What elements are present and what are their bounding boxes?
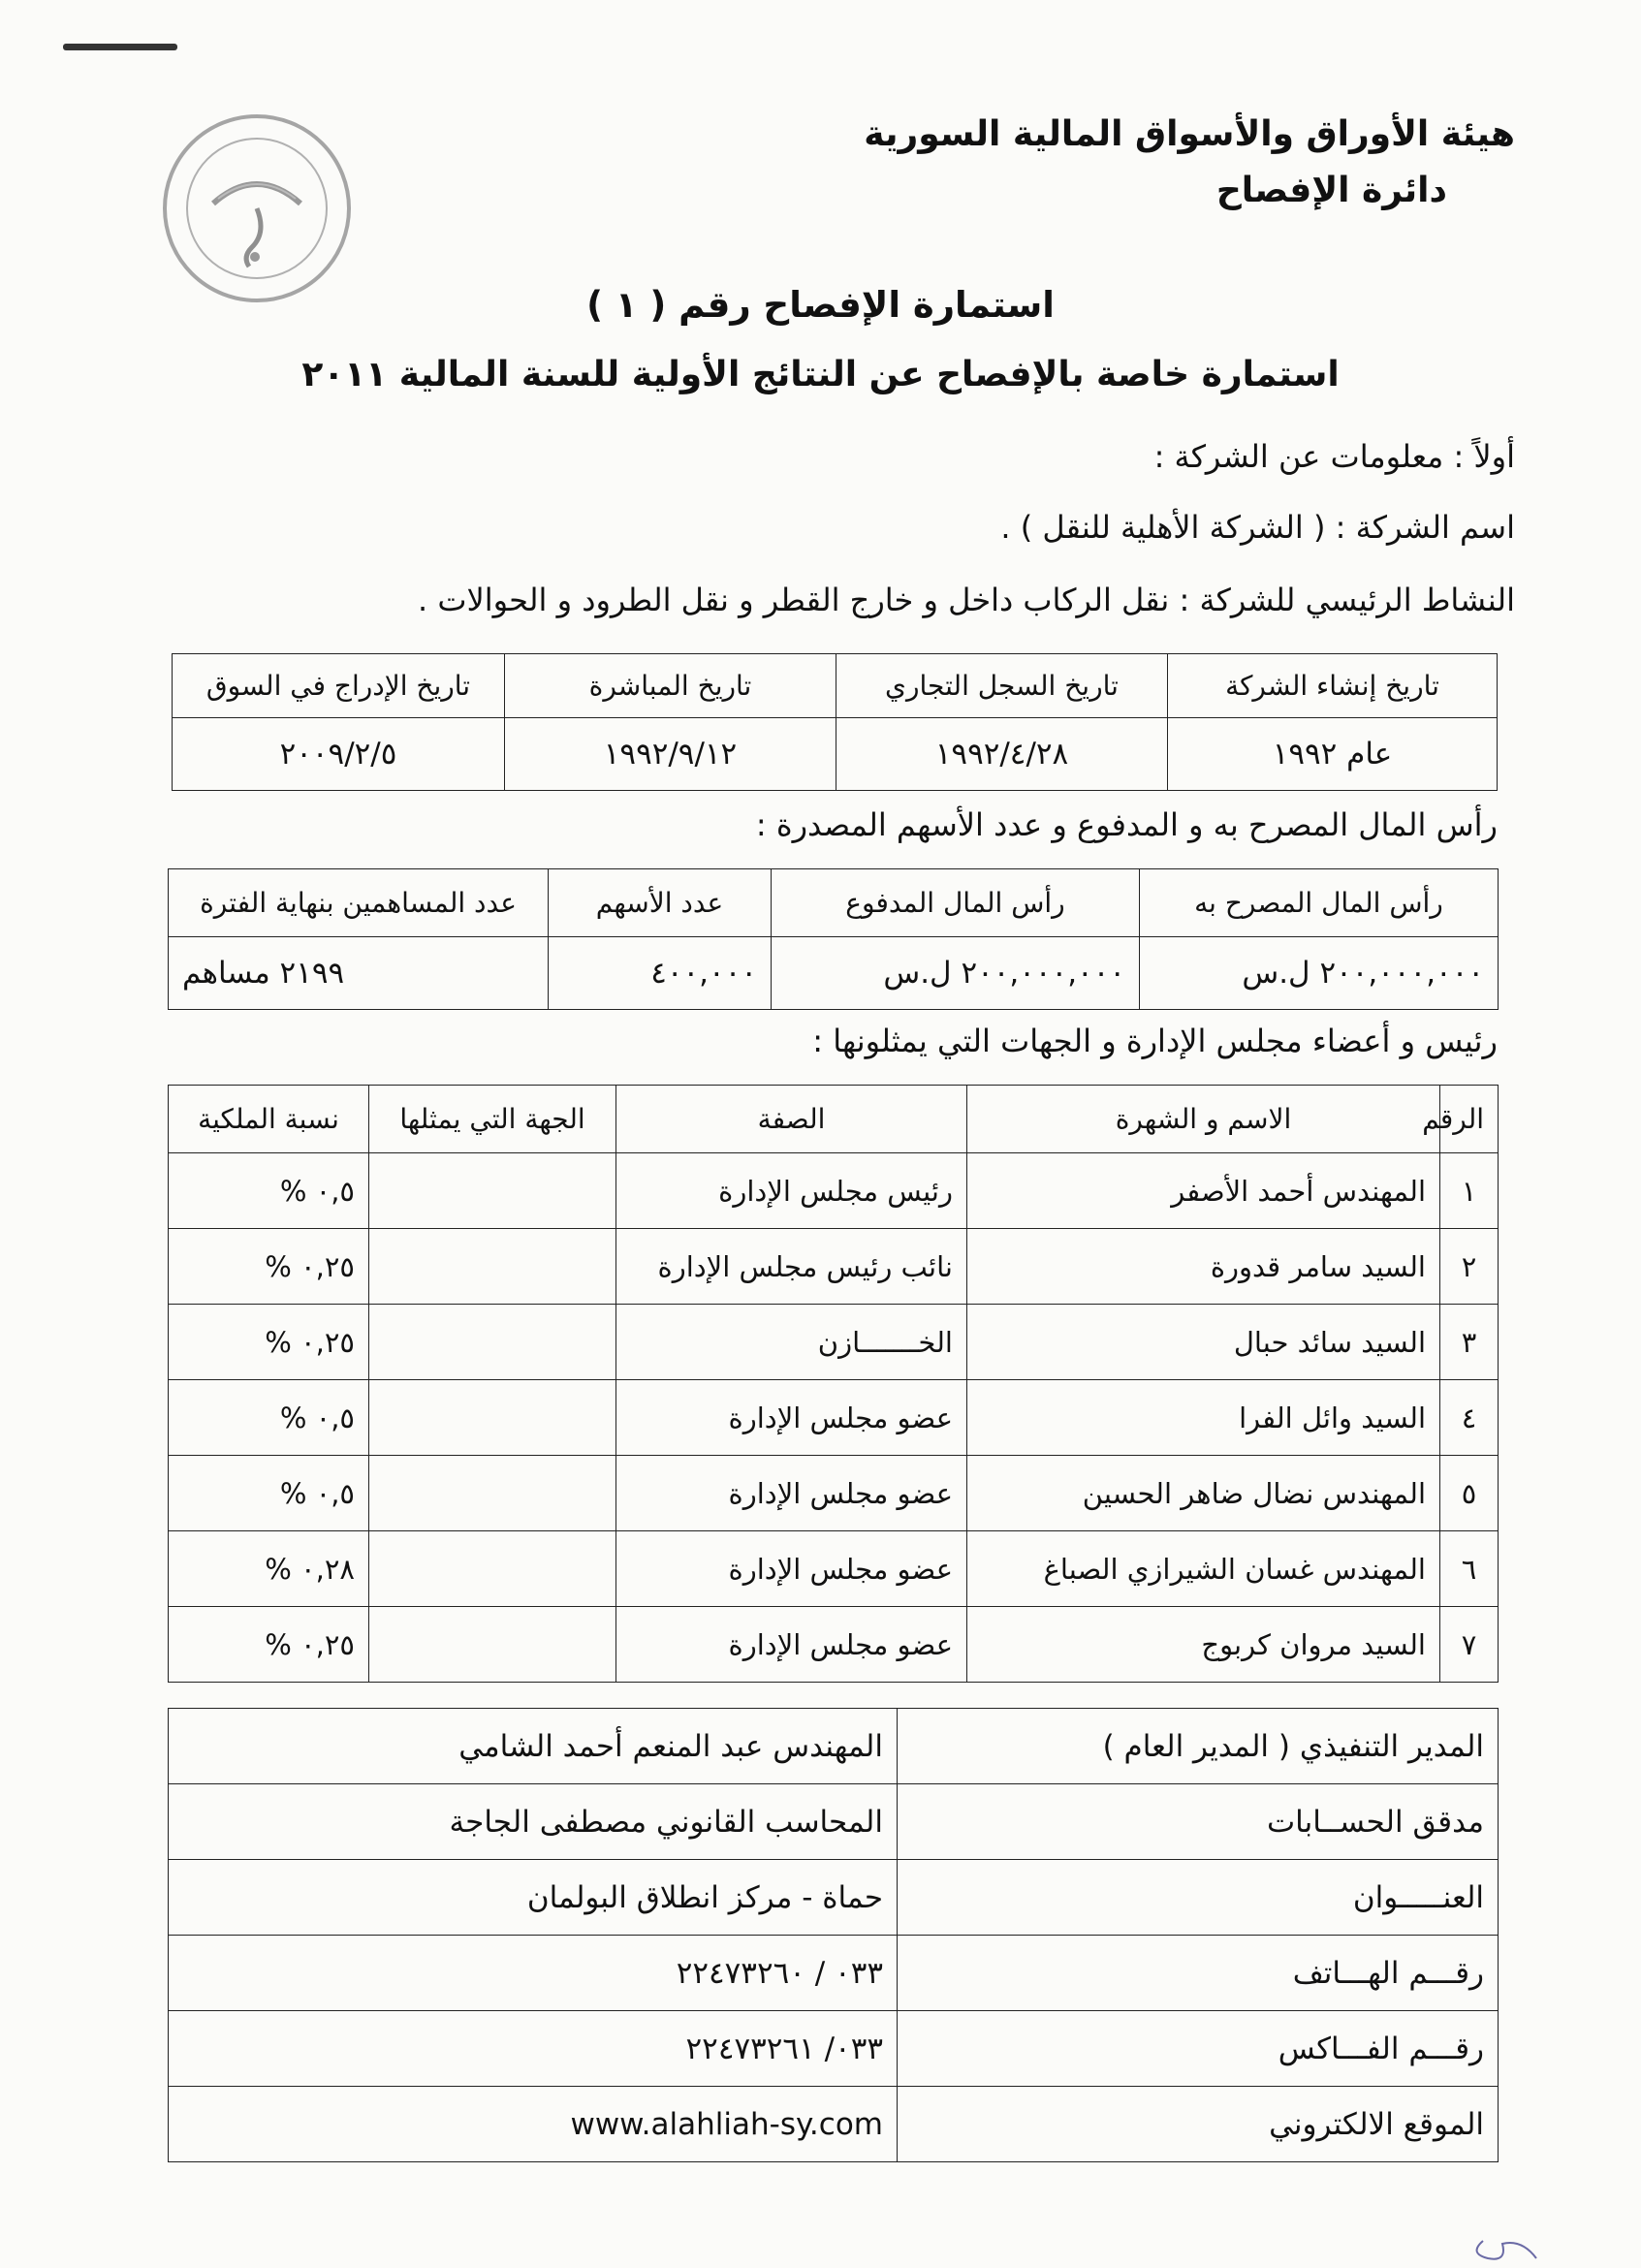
header-cell: تاريخ السجل التجاري xyxy=(836,654,1168,718)
contact-value: www.alahliah-sy.com xyxy=(169,2087,898,2162)
header-cell: رأس المال المصرح به xyxy=(1140,869,1499,937)
member-number: ٦ xyxy=(1440,1531,1499,1607)
member-name: السيد مروان كربوج xyxy=(967,1607,1440,1683)
member-ownership: ٠,٥ % xyxy=(169,1153,369,1229)
paid-capital: ٢٠٠,٠٠٠,٠٠٠ ل.س xyxy=(772,937,1140,1010)
contact-info-table xyxy=(168,1708,1499,2162)
member-represents xyxy=(369,1531,616,1607)
member-title: عضو مجلس الإدارة xyxy=(616,1380,967,1456)
contact-value: المهندس عبد المنعم أحمد الشامي xyxy=(169,1709,898,1784)
listing-date: ٢٠٠٩/٢/٥ xyxy=(173,718,505,791)
share-count: ٤٠٠,٠٠٠ xyxy=(549,937,772,1010)
table-row xyxy=(169,2087,1499,2162)
table-row xyxy=(169,1380,1499,1456)
member-name: السيد سائد حبال xyxy=(967,1305,1440,1380)
table-header-row xyxy=(173,654,1498,718)
member-name: السيد سامر قدورة xyxy=(967,1229,1440,1305)
form-title: استمارة الإفصاح رقم ( ١ ) xyxy=(586,284,1055,326)
header-cell: الجهة التي يمثلها xyxy=(369,1086,616,1153)
member-title: عضو مجلس الإدارة xyxy=(616,1607,967,1683)
table-row xyxy=(169,1153,1499,1229)
start-date: ١٩٩٢/٩/١٢ xyxy=(505,718,836,791)
member-title: الخـــــــازن xyxy=(616,1305,967,1380)
capital-heading: رأس المال المصرح به و المدفوع و عدد الأسهم المصدرة : xyxy=(755,806,1498,843)
header-cell: رأس المال المدفوع xyxy=(772,869,1140,937)
table-row xyxy=(169,937,1499,1010)
contact-label: رقـــم الفـــاكس xyxy=(898,2011,1499,2087)
header-cell: عدد الأسهم xyxy=(549,869,772,937)
table-row xyxy=(169,1709,1499,1784)
contact-value: ٠٣٣ / ٢٢٤٧٣٢٦٠ xyxy=(169,1936,898,2011)
founding-date: عام ١٩٩٢ xyxy=(1168,718,1498,791)
member-represents xyxy=(369,1456,616,1531)
company-activity-line: النشاط الرئيسي للشركة : نقل الركاب داخل و خارج القطر و نقل الطرود و الحوالات . xyxy=(417,582,1515,618)
contact-label: مدقق الحســابات xyxy=(898,1784,1499,1860)
company-dates-table xyxy=(172,653,1498,791)
member-number: ٣ xyxy=(1440,1305,1499,1380)
table-row xyxy=(169,1456,1499,1531)
header-cell: تاريخ إنشاء الشركة xyxy=(1168,654,1498,718)
staple-mark xyxy=(63,44,177,50)
company-name-line: اسم الشركة : ( الشركة الأهلية للنقل ) . xyxy=(1000,509,1515,546)
contact-label: رقـــم الهـــاتف xyxy=(898,1936,1499,2011)
department-name: دائرة الإفصاح xyxy=(1215,171,1447,210)
header-cell: نسبة الملكية xyxy=(169,1086,369,1153)
authorized-capital: ٢٠٠,٠٠٠,٠٠٠ ل.س xyxy=(1140,937,1499,1010)
member-represents xyxy=(369,1229,616,1305)
authority-name: هيئة الأوراق والأسواق المالية السورية xyxy=(864,114,1515,154)
member-name: المهندس غسان الشيرازي الصباغ xyxy=(967,1531,1440,1607)
contact-label: العنـــــوان xyxy=(898,1860,1499,1936)
member-name: السيد وائل الفرا xyxy=(967,1380,1440,1456)
capital-table xyxy=(168,868,1499,1010)
member-ownership: ٠,٢٥ % xyxy=(169,1229,369,1305)
member-ownership: ٠,٢٥ % xyxy=(169,1305,369,1380)
member-ownership: ٠,٢٥ % xyxy=(169,1607,369,1683)
board-members-table xyxy=(168,1085,1499,1683)
contact-value: حماة - مركز انطلاق البولمان xyxy=(169,1860,898,1936)
member-represents xyxy=(369,1305,616,1380)
header-cell: الاسم و الشهرة xyxy=(967,1086,1440,1153)
member-represents xyxy=(369,1607,616,1683)
company-section-heading: أولاً : معلومات عن الشركة : xyxy=(1153,438,1515,475)
member-title: نائب رئيس مجلس الإدارة xyxy=(616,1229,967,1305)
table-row xyxy=(173,718,1498,791)
table-row xyxy=(169,1531,1499,1607)
member-name: المهندس نضال ضاهر الحسين xyxy=(967,1456,1440,1531)
table-row xyxy=(169,1936,1499,2011)
member-ownership: ٠,٥ % xyxy=(169,1456,369,1531)
contact-label: المدير التنفيذي ( المدير العام ) xyxy=(898,1709,1499,1784)
table-row xyxy=(169,1229,1499,1305)
handwritten-mark xyxy=(1464,2229,1551,2268)
board-heading: رئيس و أعضاء مجلس الإدارة و الجهات التي يمثلونها : xyxy=(812,1023,1498,1059)
document-header xyxy=(836,107,1515,219)
member-number: ٢ xyxy=(1440,1229,1499,1305)
member-title: عضو مجلس الإدارة xyxy=(616,1456,967,1531)
member-represents xyxy=(369,1380,616,1456)
table-row xyxy=(169,1607,1499,1683)
member-represents xyxy=(369,1153,616,1229)
form-subtitle: استمارة خاصة بالإفصاح عن النتائج الأولية للسنة المالية ٢٠١١ xyxy=(301,355,1340,394)
authority-stamp-logo xyxy=(160,111,354,305)
table-header-row xyxy=(169,869,1499,937)
member-number: ٧ xyxy=(1440,1607,1499,1683)
shareholder-count: ٢١٩٩ مساهم xyxy=(169,937,549,1010)
member-number: ٤ xyxy=(1440,1380,1499,1456)
member-number: ١ xyxy=(1440,1153,1499,1229)
header-cell: عدد المساهمين بنهاية الفترة xyxy=(169,869,549,937)
header-cell: الرقم xyxy=(1440,1086,1499,1153)
header-cell: تاريخ الإدراج في السوق xyxy=(173,654,505,718)
contact-value: المحاسب القانوني مصطفى الجاجة xyxy=(169,1784,898,1860)
contact-value: ٠٣٣/ ٢٢٤٧٣٢٦١ xyxy=(169,2011,898,2087)
member-number: ٥ xyxy=(1440,1456,1499,1531)
member-ownership: ٠,٢٨ % xyxy=(169,1531,369,1607)
table-row xyxy=(169,2011,1499,2087)
header-cell: الصفة xyxy=(616,1086,967,1153)
table-row xyxy=(169,1305,1499,1380)
header-cell: تاريخ المباشرة xyxy=(505,654,836,718)
member-name: المهندس أحمد الأصفر xyxy=(967,1153,1440,1229)
commercial-register-date: ١٩٩٢/٤/٢٨ xyxy=(836,718,1168,791)
table-row xyxy=(169,1860,1499,1936)
table-header-row xyxy=(169,1086,1499,1153)
table-row xyxy=(169,1784,1499,1860)
contact-label: الموقع الالكتروني xyxy=(898,2087,1499,2162)
member-title: عضو مجلس الإدارة xyxy=(616,1531,967,1607)
member-title: رئيس مجلس الإدارة xyxy=(616,1153,967,1229)
member-ownership: ٠,٥ % xyxy=(169,1380,369,1456)
